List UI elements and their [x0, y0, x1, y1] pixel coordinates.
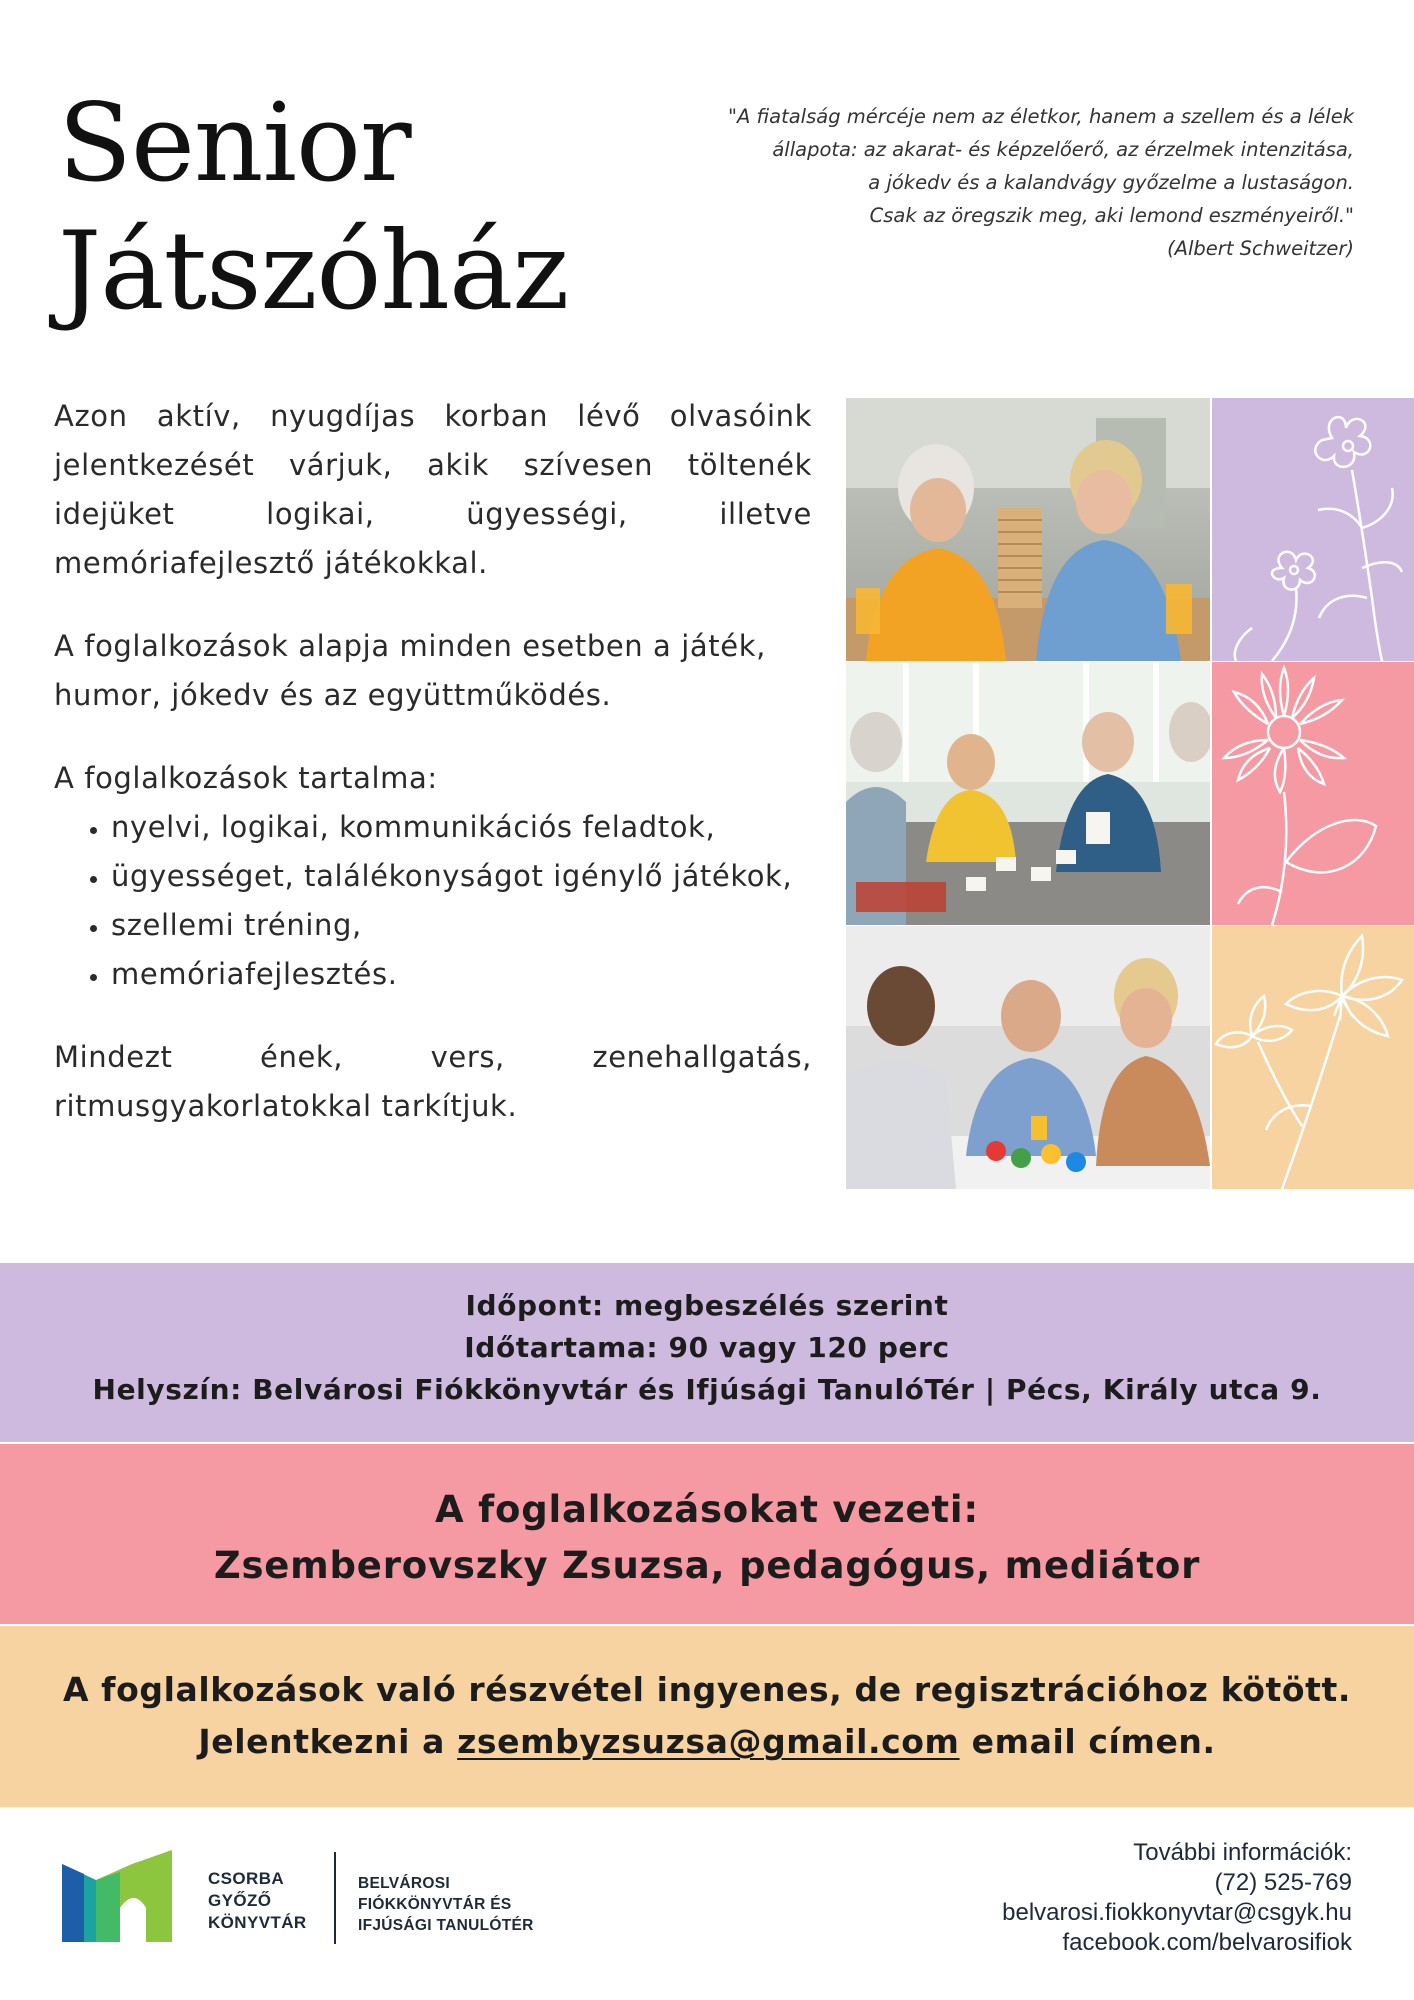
registration-band	[0, 1626, 1414, 1807]
quote-line: a jókedv és a kalandvágy győzelme a lustaságon.	[868, 171, 1354, 194]
library-name-line: KÖNYVTÁR	[208, 1913, 307, 1932]
list-item: • nyelvi, logikai, kommunikációs feladtok,	[111, 803, 812, 852]
registration-prefix: Jelentkezni a	[198, 1722, 458, 1761]
list-item: • ügyességet, találékonyságot igénylő játékok,	[111, 852, 812, 901]
contact-email[interactable]: belvarosi.fiokkonyvtar@csgyk.hu	[1002, 1899, 1352, 1926]
quote-author: (Albert Schweitzer)	[1167, 237, 1354, 260]
branch-name-line: BELVÁROSI	[358, 1875, 450, 1892]
flower-tile-peach	[1212, 926, 1414, 1189]
branch-name-line: IFJÚSÁGI TANULÓTÉR	[358, 1917, 534, 1934]
title-line-2: Játszóház	[58, 209, 569, 334]
leader-name: Zsemberovszky Zsuzsa, pedagógus, mediátor	[213, 1544, 1201, 1587]
quote-line: állapota: az akarat- és képzelőerő, az érzelmek intenzitása,	[772, 138, 1354, 161]
leader-heading: A foglalkozásokat vezeti:	[435, 1488, 979, 1531]
list-item: • memóriafejlesztés.	[111, 950, 812, 999]
library-name	[208, 1868, 307, 1934]
branch-name	[358, 1873, 534, 1936]
flower-icon	[1212, 398, 1414, 661]
leader-band	[0, 1444, 1414, 1624]
basis-paragraph: A foglalkozások alapja minden esetben a játék, humor, jókedv és az együttműködés.	[54, 629, 766, 712]
flower-tile-pink	[1212, 662, 1414, 925]
content-list	[54, 803, 812, 999]
appointment-text: Időpont: megbeszélés szerint	[465, 1289, 949, 1322]
quote-line: "A fiatalság mércéje nem az életkor, hanem a szellem és a lélek	[728, 105, 1354, 128]
registration-email-link[interactable]: zsembyzsuzsa@gmail.com	[457, 1722, 960, 1761]
quote-line: Csak az öregszik meg, aki lemond eszményeiről."	[869, 204, 1354, 227]
library-name-line: CSORBA	[208, 1869, 285, 1888]
contact-phone[interactable]: (72) 525-769	[1214, 1869, 1352, 1896]
contact-info	[1002, 1838, 1352, 1958]
photo-jenga	[846, 398, 1210, 661]
photo-cards	[846, 662, 1210, 925]
lily-icon	[1212, 926, 1414, 1189]
library-name-line: GYŐZŐ	[208, 1891, 272, 1910]
flower-tile-lavender	[1212, 398, 1414, 661]
registration-contact	[0, 1716, 1414, 1768]
content-heading: A foglalkozások tartalma:	[54, 761, 438, 795]
contact-facebook[interactable]: facebook.com/belvarosifiok	[1062, 1929, 1352, 1956]
registration-text: A foglalkozások való részvétel ingyenes, de regisztrációhoz kötött.	[62, 1670, 1352, 1709]
duration-text: Időtartama: 90 vagy 120 perc	[464, 1331, 950, 1364]
logo-divider	[334, 1852, 336, 1944]
branch-name-line: FIÓKKÖNYVTÁR ÉS	[358, 1896, 512, 1913]
quote-block	[634, 100, 1354, 265]
page-title	[58, 80, 698, 336]
daisy-icon	[1212, 662, 1414, 925]
library-logo-icon	[62, 1850, 184, 1946]
info-band	[0, 1263, 1414, 1442]
list-item: • szellemi tréning,	[111, 901, 812, 950]
body-text	[54, 392, 812, 1165]
intro-paragraph: Azon aktív, nyugdíjas korban lévő olvasóink jelentkezését várjuk, akik szívesen töltenék idejüket logikai, ügyességi, illetve memóriafejlesztő játékokkal.	[54, 399, 812, 580]
registration-suffix: email címen.	[959, 1722, 1216, 1761]
photo-painting	[846, 926, 1210, 1189]
location-text: Helyszín: Belvárosi Fiókkönyvtár és Ifjúsági TanulóTér | Pécs, Király utca 9.	[92, 1373, 1322, 1406]
closing-paragraph: Mindezt ének, vers, zenehallgatás, ritmusgyakorlatokkal tarkítjuk.	[54, 1040, 812, 1123]
contact-heading: További információk:	[1133, 1839, 1352, 1866]
title-line-1: Senior	[58, 81, 411, 206]
